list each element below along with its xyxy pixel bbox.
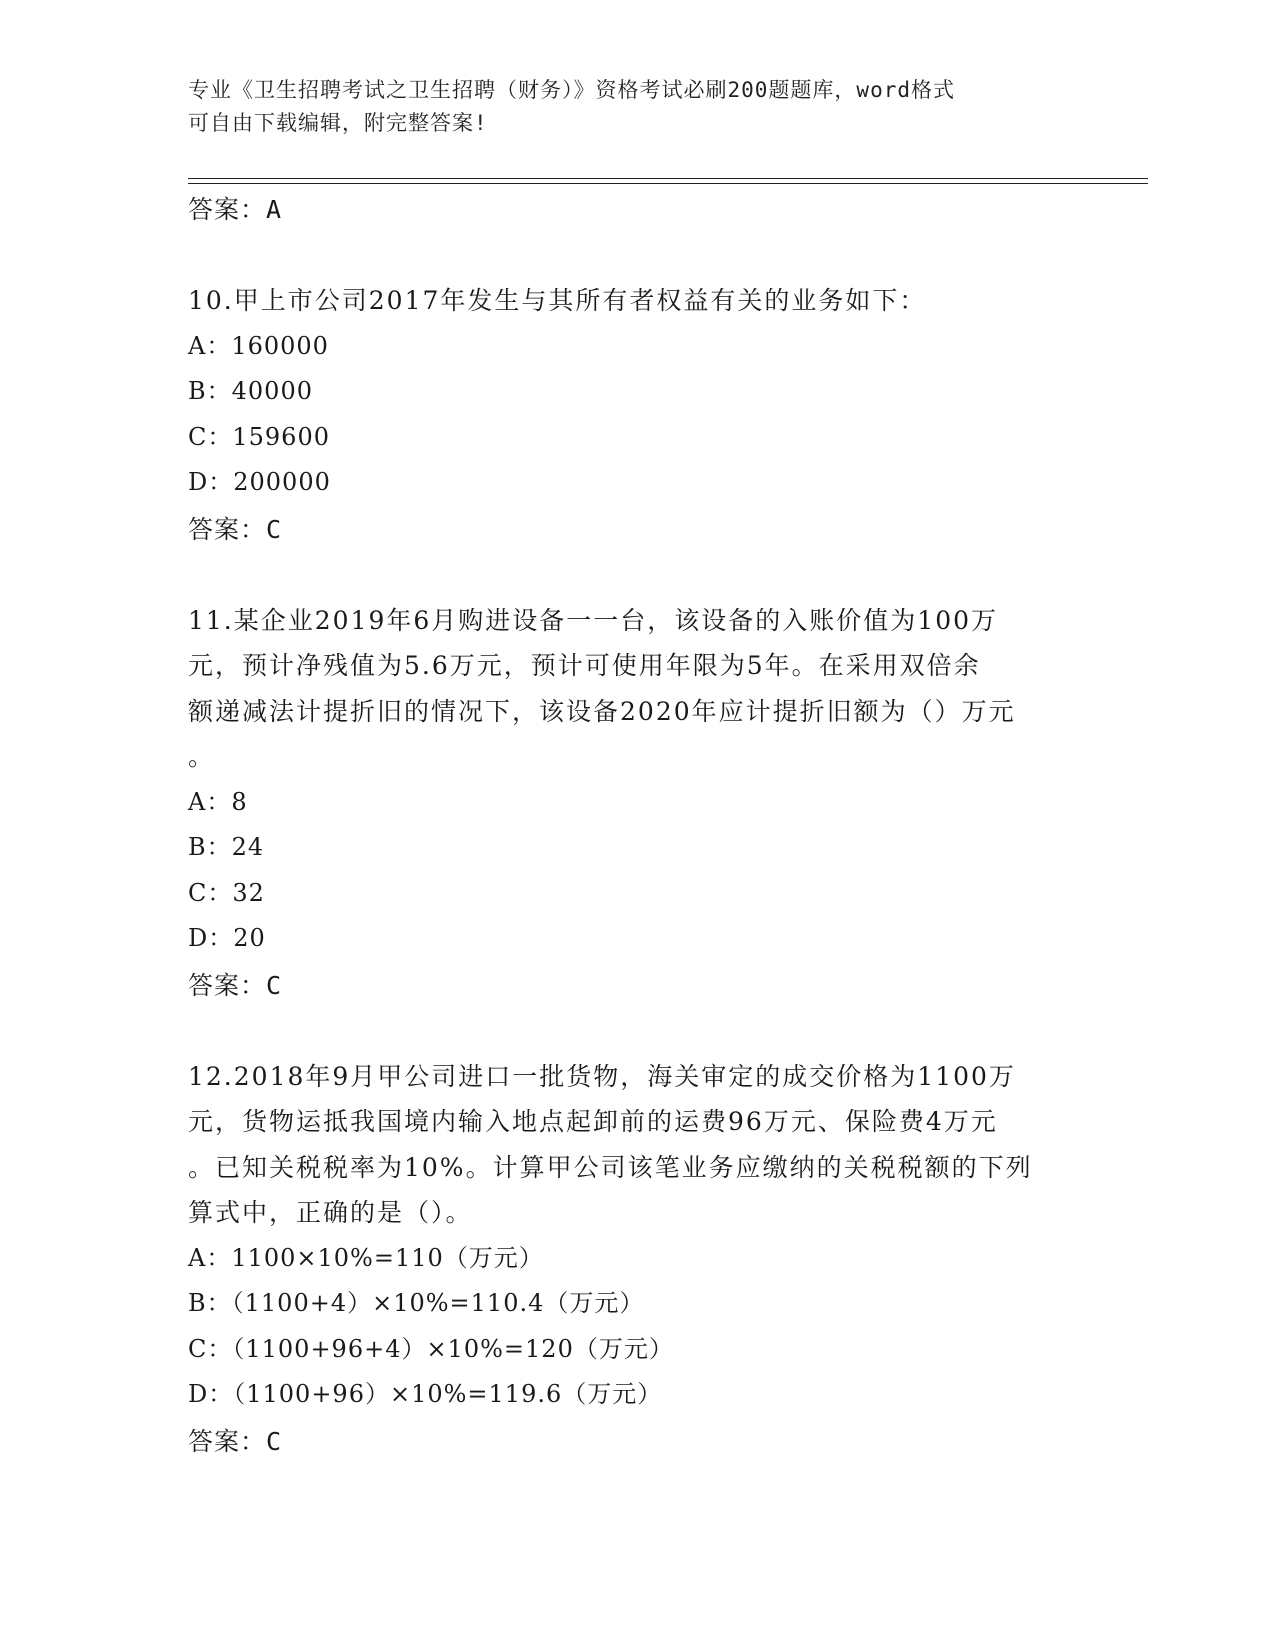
document-body	[188, 186, 1088, 1466]
header-rule-bottom	[188, 183, 1148, 184]
option-d: D：（1100+96）×10%=119.6（万元）	[188, 1380, 663, 1408]
option-c: C：（1100+96+4）×10%=120（万元）	[188, 1334, 674, 1363]
answer-value: C	[266, 514, 283, 544]
option-b: B：（1100+4）×10%=110.4（万元）	[188, 1289, 645, 1317]
question-text: 12.2018年9月甲公司进口一批货物，海关审定的成交价格为1100万	[188, 1061, 1016, 1091]
question-text: 额递减法计提折旧的情况下，该设备2020年应计提折旧额为（）万元	[188, 696, 1016, 726]
option-c: C：159600	[188, 422, 330, 451]
answer-label: 答案：	[188, 1426, 267, 1456]
question-block	[188, 1054, 1088, 1466]
answer-line	[188, 506, 1088, 554]
answer-line	[188, 186, 1088, 234]
answer-line	[188, 1418, 1088, 1466]
question-text: 。已知关税税率为10%。计算甲公司该笔业务应缴纳的关税税额的下列	[188, 1152, 1033, 1182]
question-text: 元，预计净残值为5.6万元，预计可使用年限为5年。在采用双倍余	[188, 651, 981, 680]
answer-label: 答案：	[188, 195, 267, 224]
question-text: 元，货物运抵我国境内输入地点起卸前的运费96万元、保险费4万元	[188, 1107, 998, 1136]
question-text: 算式中，正确的是（）。	[188, 1198, 473, 1227]
option-b: B：40000	[188, 377, 313, 405]
question-text: 10.甲上市公司2017年发生与其所有者权益有关的业务如下：	[188, 286, 927, 315]
option-a: A：1100×10%=110（万元）	[188, 1243, 544, 1272]
option-c: C：32	[188, 878, 265, 907]
header-rule-top	[188, 178, 1148, 179]
question-block	[188, 278, 1088, 554]
option-d: D：20	[188, 924, 266, 952]
answer-label: 答案：	[188, 970, 267, 1000]
question-block	[188, 598, 1088, 1010]
option-b: B：24	[188, 833, 265, 861]
question-text: 11.某企业2019年6月购进设备一一台，该设备的入账价值为100万	[188, 605, 999, 635]
option-a: A：8	[188, 787, 248, 816]
answer-value: C	[266, 1426, 283, 1456]
header-line-1: 专业《卫生招聘考试之卫生招聘（财务）》资格考试必刷200题题库，word格式	[188, 78, 955, 102]
answer-label: 答案：	[188, 514, 267, 544]
question-text: 。	[188, 742, 216, 771]
page-header	[188, 74, 1068, 140]
answer-line	[188, 962, 1088, 1010]
option-a: A：160000	[188, 331, 329, 360]
option-d: D：200000	[188, 468, 331, 496]
answer-value: A	[266, 195, 283, 224]
answer-value: C	[266, 970, 283, 1000]
header-line-2: 可自由下载编辑，附完整答案!	[188, 111, 488, 135]
